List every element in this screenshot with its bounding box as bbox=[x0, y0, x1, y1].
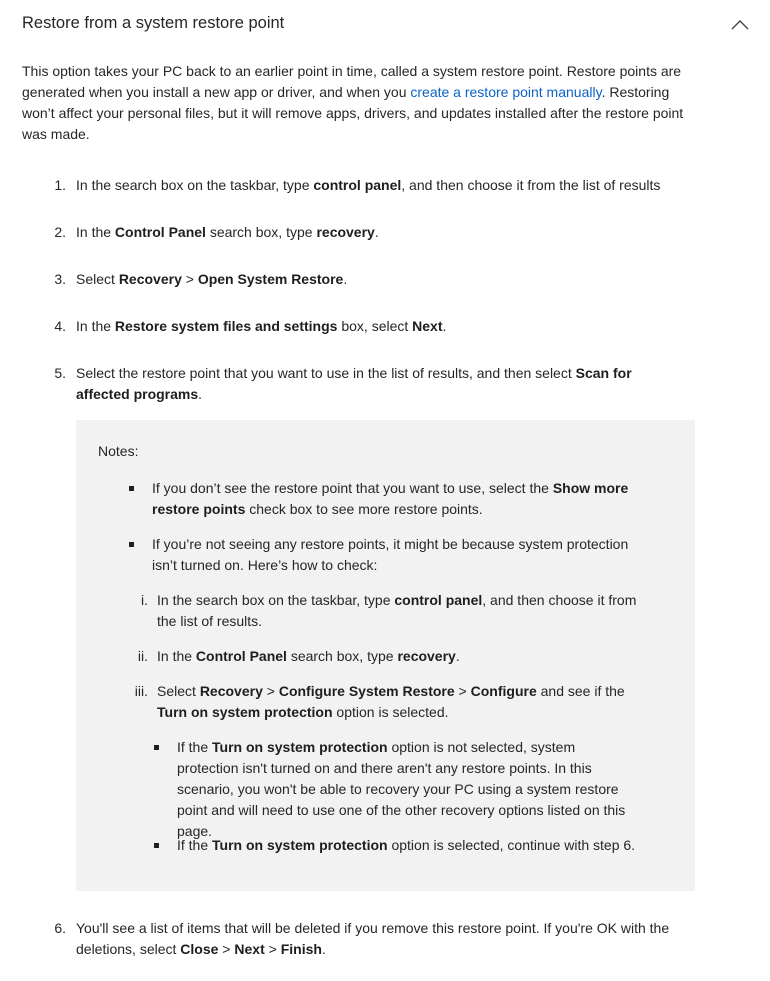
note-text: and see if the bbox=[536, 683, 625, 699]
note-bold: Turn on system protection bbox=[157, 704, 333, 720]
step-text: Select the restore point that you want to use in the list of results, and then select bbox=[76, 365, 576, 381]
step-number: 2. bbox=[54, 224, 66, 240]
step-bold: control panel bbox=[313, 177, 402, 193]
note-text: option is selected, continue with step 6. bbox=[387, 837, 636, 853]
note-text: > bbox=[262, 683, 279, 699]
note-text: . bbox=[455, 648, 460, 664]
note-bold: Recovery bbox=[199, 683, 263, 699]
step-text: Select bbox=[76, 271, 119, 287]
note-substep-i bbox=[157, 590, 637, 632]
note-bullet bbox=[152, 534, 636, 576]
section-title: Restore from a system restore point bbox=[22, 14, 285, 32]
step-number: 6. bbox=[54, 920, 66, 936]
step-text: . bbox=[343, 271, 348, 287]
step-2 bbox=[76, 222, 696, 243]
step-text: . bbox=[374, 224, 379, 240]
note-bold: Control Panel bbox=[195, 648, 287, 664]
note-text: option is not selected, system protection isn't turned on and there aren't any restore points. In this scenario, you won't be able to recovery your PC using a system restore point and will need to use one of the other recovery options listed on this page. bbox=[177, 739, 626, 839]
step-bold: Open System Restore bbox=[197, 271, 344, 287]
note-bold: Turn on system protection bbox=[212, 837, 388, 853]
step-text: > bbox=[181, 271, 198, 287]
intro-text: . Restoring won’t affect your personal files, but it will remove apps, drivers, and updates installed after the restore point was made. bbox=[22, 84, 684, 142]
step-number: 3. bbox=[54, 271, 66, 287]
note-bold: Show more restore points bbox=[152, 480, 629, 517]
step-text: You'll see a list of items that will be deleted if you remove this restore point. If you're OK with the deletions, select bbox=[76, 920, 670, 957]
step-text: . bbox=[321, 941, 326, 957]
bullet-icon bbox=[154, 843, 159, 848]
note-text: option is selected. bbox=[332, 704, 449, 720]
step-bold: Next bbox=[234, 941, 265, 957]
step-bold: recovery bbox=[316, 224, 375, 240]
step-4 bbox=[76, 316, 696, 337]
note-text: If the bbox=[177, 837, 213, 853]
step-1 bbox=[76, 175, 696, 196]
note-bold: control panel bbox=[394, 592, 483, 608]
intro-paragraph bbox=[22, 61, 702, 145]
roman-numeral: i. bbox=[141, 592, 148, 608]
note-sub-bullet bbox=[177, 737, 639, 842]
step-bold: Restore system files and settings bbox=[114, 318, 338, 334]
step-5 bbox=[76, 363, 688, 405]
note-bold: recovery bbox=[397, 648, 456, 664]
roman-numeral: ii. bbox=[137, 648, 148, 664]
note-bold: Configure System Restore bbox=[278, 683, 455, 699]
note-text: , and then choose it from the list of results. bbox=[157, 592, 637, 629]
step-text: In the bbox=[76, 224, 115, 240]
note-substep-iii bbox=[157, 681, 635, 723]
step-text: . bbox=[442, 318, 447, 334]
step-bold: Scan for affected programs bbox=[76, 365, 632, 402]
step-3 bbox=[76, 269, 696, 290]
note-bold: Configure bbox=[470, 683, 537, 699]
notes-title: Notes: bbox=[98, 443, 139, 459]
note-text: If you don’t see the restore point that you want to use, select the bbox=[152, 480, 553, 496]
step-text: > bbox=[218, 941, 235, 957]
note-text: In the search box on the taskbar, type bbox=[157, 592, 395, 608]
note-substep-ii bbox=[157, 646, 637, 667]
intro-text: This option takes your PC back to an earlier point in time, called a system restore point. Restore points are generated when you install a new app or driver, and when you bbox=[22, 63, 682, 100]
bullet-icon bbox=[129, 486, 134, 491]
step-text: box, select bbox=[337, 318, 413, 334]
step-bold: Next bbox=[412, 318, 443, 334]
chevron-up-icon[interactable] bbox=[730, 16, 750, 30]
step-bold: Control Panel bbox=[114, 224, 206, 240]
step-text: In the bbox=[76, 318, 115, 334]
note-bold: Turn on system protection bbox=[212, 739, 388, 755]
note-text: In the bbox=[157, 648, 196, 664]
note-bullet bbox=[152, 478, 632, 520]
step-text: search box, type bbox=[205, 224, 317, 240]
note-text: If you’re not seeing any restore points, it might be because system protection isn’t turned on. Here’s how to check: bbox=[152, 536, 629, 573]
bullet-icon bbox=[129, 542, 134, 547]
note-text: check box to see more restore points. bbox=[245, 501, 483, 517]
step-6 bbox=[76, 918, 688, 960]
step-number: 1. bbox=[54, 177, 66, 193]
step-number: 5. bbox=[54, 365, 66, 381]
note-text: Select bbox=[157, 683, 200, 699]
step-bold: Finish bbox=[280, 941, 322, 957]
note-text: search box, type bbox=[286, 648, 398, 664]
step-number: 4. bbox=[54, 318, 66, 334]
note-sub-bullet bbox=[177, 835, 647, 856]
step-text: In the search box on the taskbar, type bbox=[76, 177, 314, 193]
step-bold: Close bbox=[180, 941, 219, 957]
note-text: If the bbox=[177, 739, 213, 755]
roman-numeral: iii. bbox=[134, 683, 148, 699]
step-text: . bbox=[198, 386, 203, 402]
create-restore-point-link[interactable]: create a restore point manually bbox=[410, 84, 602, 100]
step-text: > bbox=[264, 941, 281, 957]
bullet-icon bbox=[154, 745, 159, 750]
step-text: , and then choose it from the list of results bbox=[401, 177, 661, 193]
note-text: > bbox=[454, 683, 471, 699]
step-bold: Recovery bbox=[118, 271, 182, 287]
